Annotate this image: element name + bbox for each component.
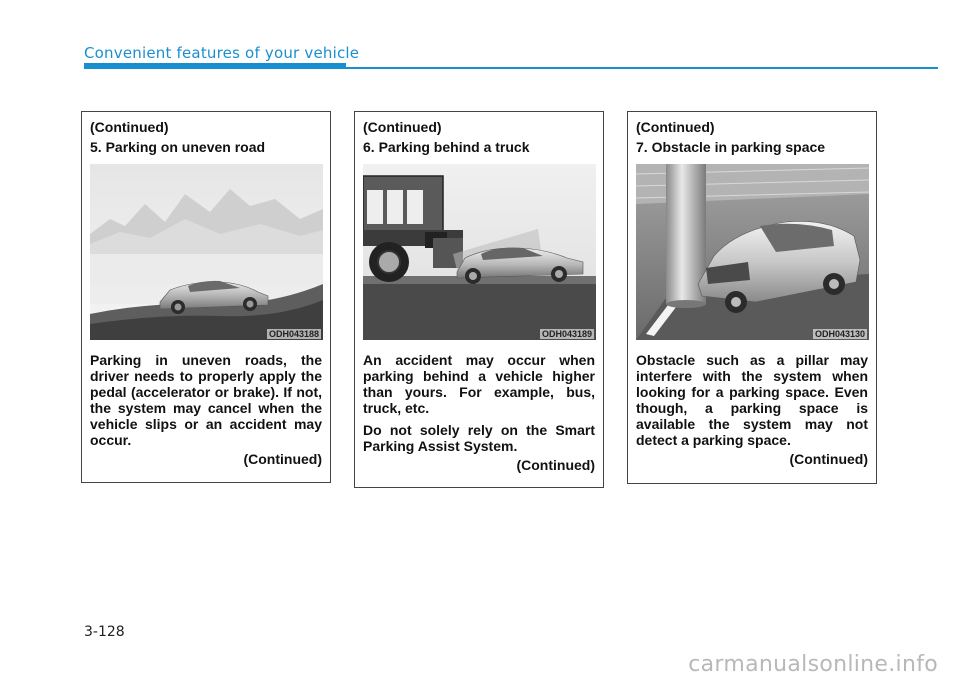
image-code: ODH043130 (814, 329, 865, 339)
section-title: Convenient features of your vehicle (84, 44, 360, 62)
panel-uneven-road (81, 111, 331, 483)
panel-paragraph: Parking in uneven roads, the driver needs to properly apply the pedal (accelerator or brake). If not, the system may cancel when the vehicle slips or an accident may occur. (90, 352, 322, 448)
panel-paragraph: An accident may occur when parking behind a vehicle higher than yours. For example, bus, truck, etc. (363, 352, 595, 416)
illustration-obstacle-pillar (636, 164, 869, 340)
header-rule (84, 67, 938, 69)
continued-label-top: (Continued) (90, 119, 169, 135)
panel-paragraph: Obstacle such as a pillar may interfere with the system when looking for a parking space. Even though, a parking space is available the system may not detect a parking space. (636, 352, 868, 448)
page-number: 3-128 (84, 624, 125, 640)
panel-heading: 5. Parking on uneven road (90, 139, 266, 155)
continued-label-top: (Continued) (636, 119, 715, 135)
image-code: ODH043188 (268, 329, 319, 339)
image-code: ODH043189 (541, 329, 592, 339)
watermark: carmanualsonline.info (688, 652, 938, 677)
illustration-behind-truck (363, 164, 596, 340)
panel-behind-truck (354, 111, 604, 488)
continued-label-top: (Continued) (363, 119, 442, 135)
panel-obstacle-parking (627, 111, 877, 484)
panel-heading: 6. Parking behind a truck (363, 139, 530, 155)
continued-label-bottom: (Continued) (516, 457, 595, 473)
panel-paragraph: Do not solely rely on the Smart Parking Assist System. (363, 422, 595, 454)
illustration-uneven-road (90, 164, 323, 340)
panel-heading: 7. Obstacle in parking space (636, 139, 826, 155)
continued-label-bottom: (Continued) (789, 451, 868, 467)
continued-label-bottom: (Continued) (243, 451, 322, 467)
